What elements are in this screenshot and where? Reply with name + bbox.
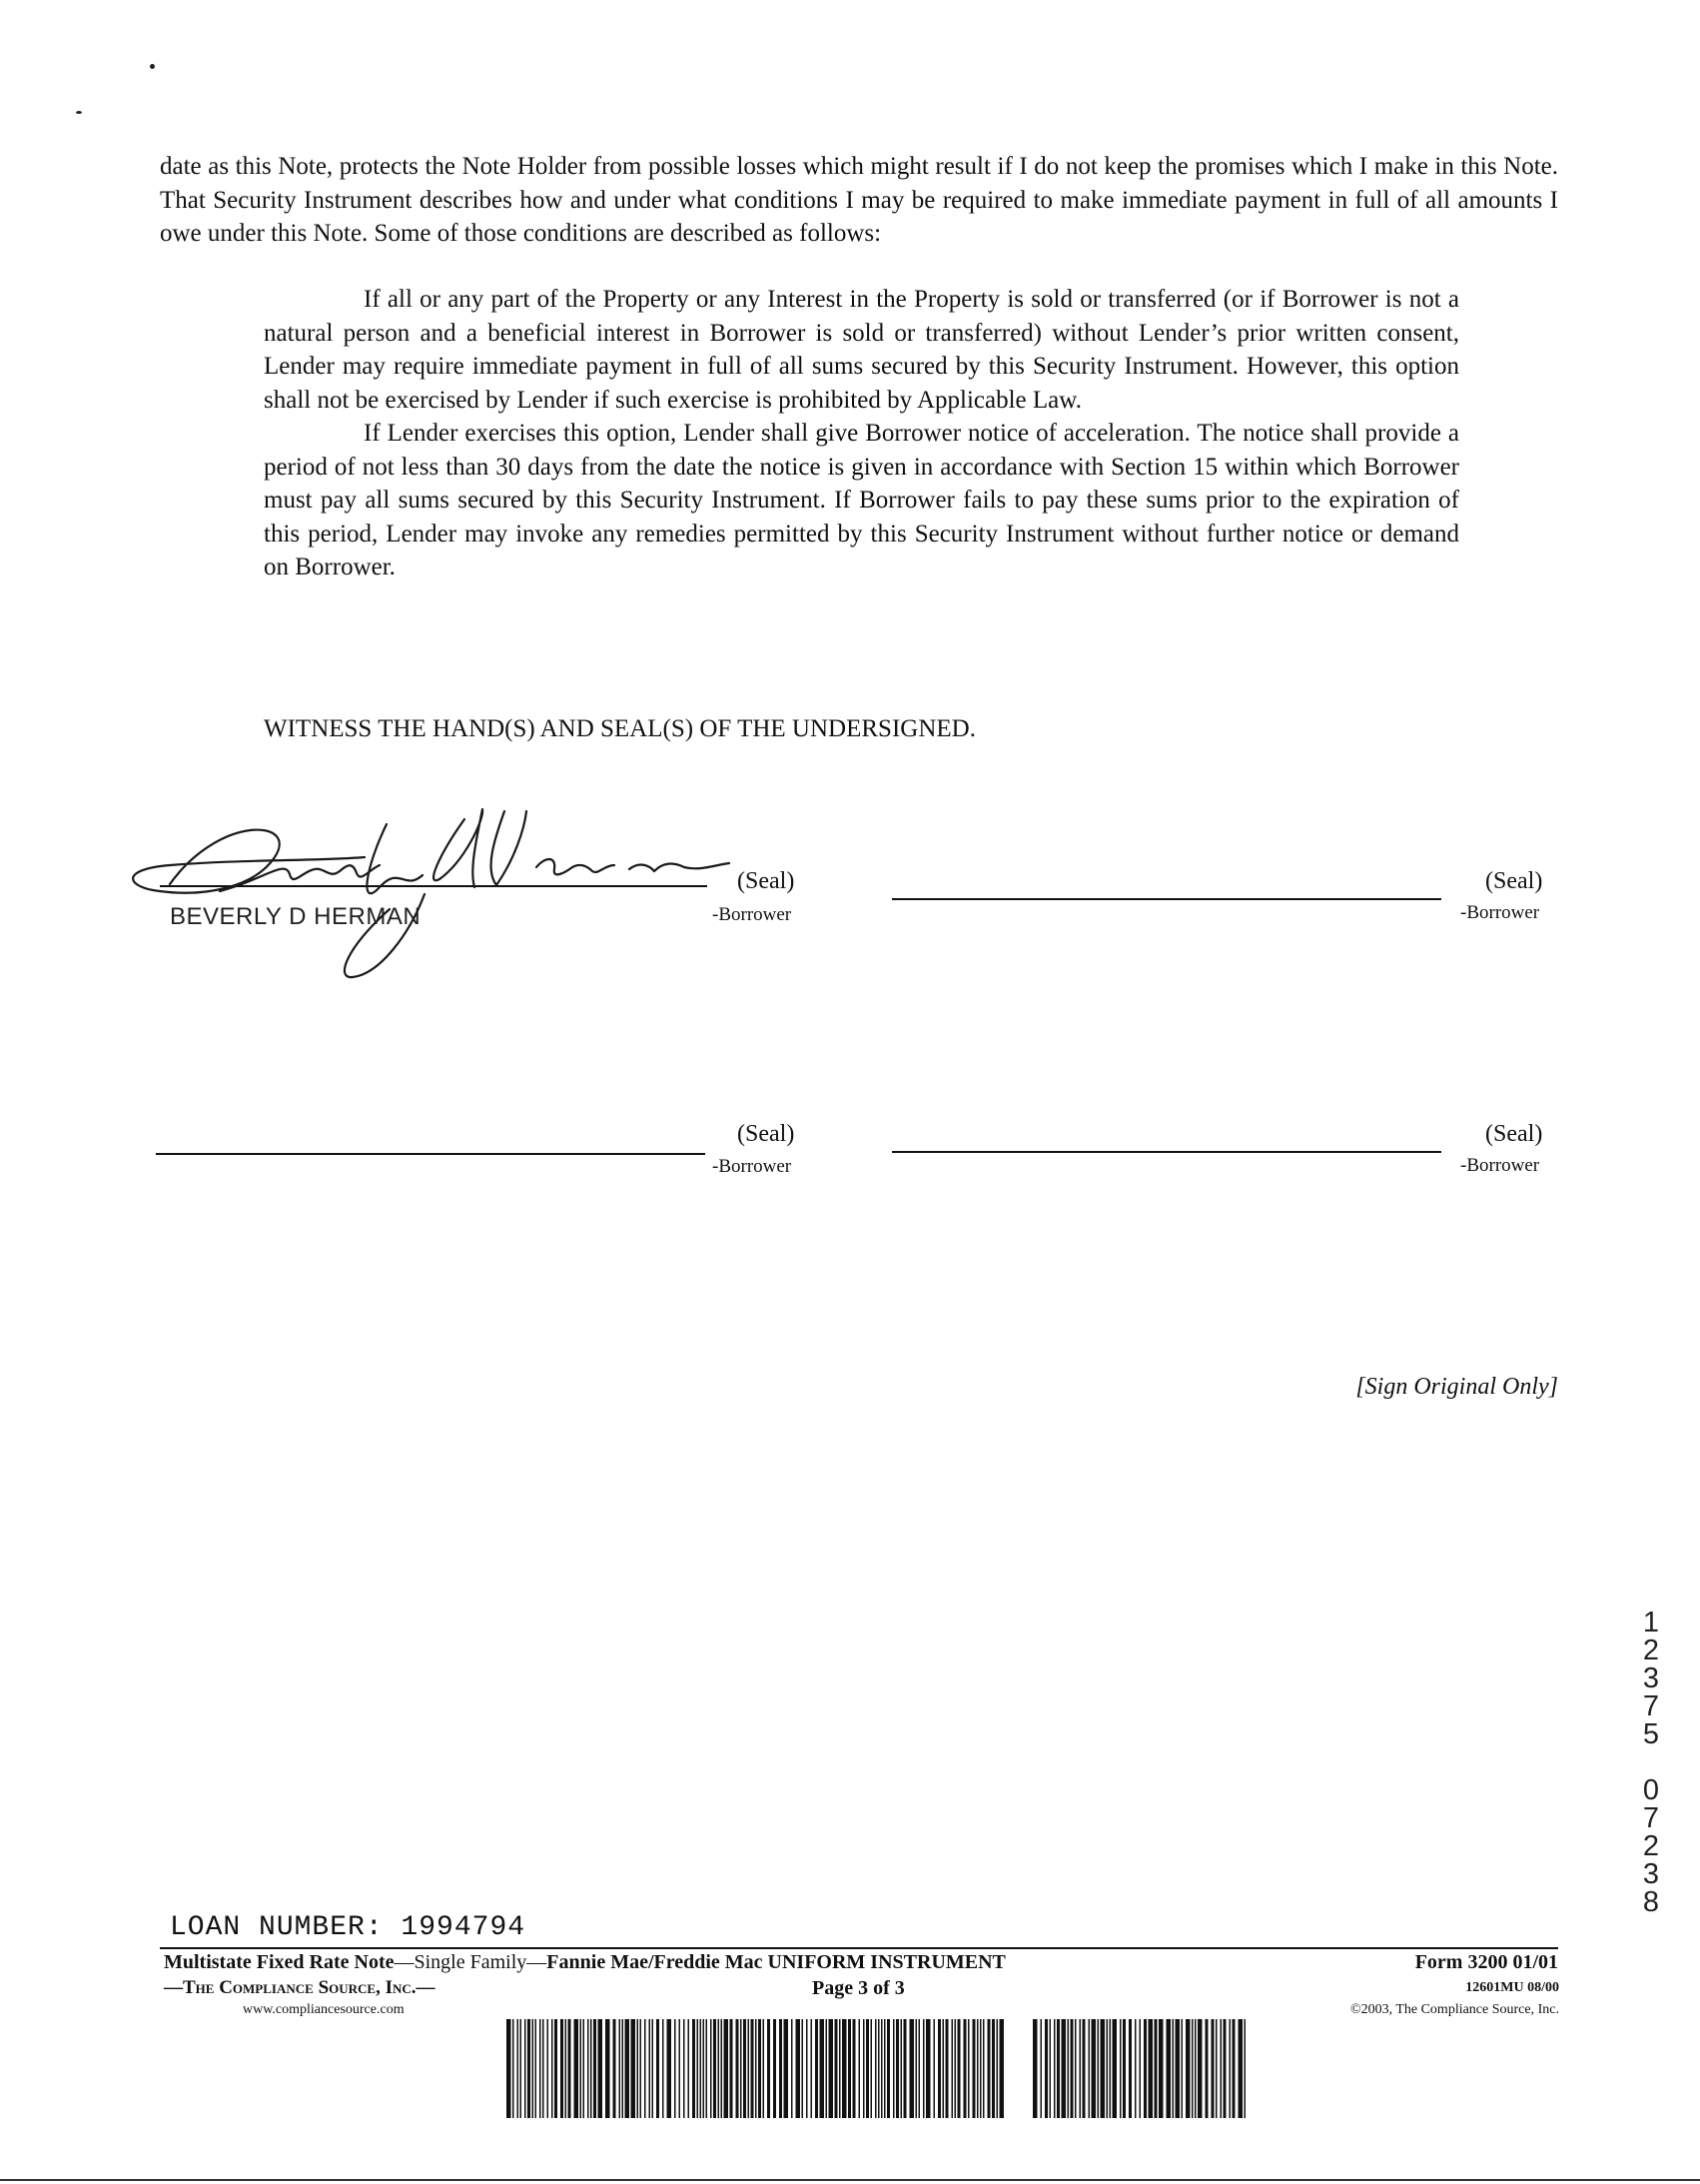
barcode-bar — [748, 2019, 750, 2118]
side-code-digit: 7 — [1642, 1802, 1660, 1834]
barcode-bar — [644, 2019, 646, 2118]
barcode-bar — [988, 2019, 991, 2118]
side-code-digit: 2 — [1642, 1635, 1660, 1666]
barcode-bar — [952, 2019, 954, 2118]
transfer-clause — [264, 283, 1459, 584]
witness-heading: WITNESS THE HAND(S) AND SEAL(S) OF THE UNDERSIGNED. — [264, 715, 976, 742]
footer-page-number: Page 3 of 3 — [812, 1977, 905, 1999]
barcode-bar — [679, 2019, 681, 2118]
barcode-bar — [721, 2019, 723, 2118]
barcode-bar — [1075, 2019, 1077, 2118]
barcode-bar — [718, 2019, 720, 2118]
side-code-digit: 2 — [1642, 1830, 1660, 1862]
borrower-label: -Borrower — [712, 1156, 792, 1177]
barcode-bar — [1062, 2019, 1067, 2118]
barcode-bar — [1173, 2019, 1175, 2118]
barcode-left — [506, 2019, 1009, 2118]
barcode-bar — [791, 2019, 793, 2118]
barcode-bar — [829, 2019, 834, 2118]
handwritten-signature — [125, 799, 744, 989]
barcode-bar — [1144, 2019, 1147, 2118]
side-code-digit: 3 — [1642, 1858, 1660, 1890]
footer-title-part-3: Fannie Mae/Freddie Mac UNIFORM INSTRUMENT — [546, 1951, 1006, 1973]
barcode-bar — [619, 2019, 621, 2118]
footer-website: www.compliancesource.com — [243, 2002, 405, 2017]
barcode-bar — [1239, 2019, 1244, 2118]
barcode-bar — [683, 2019, 685, 2118]
barcode-bar — [713, 2019, 716, 2118]
page-bottom-edge — [0, 2179, 1700, 2181]
barcode-bar — [1245, 2019, 1247, 2118]
side-code-digit: 5 — [1642, 1718, 1660, 1750]
side-code-digit: 7 — [1642, 1690, 1660, 1722]
barcode-bar — [740, 2019, 742, 2118]
barcode-bar — [866, 2019, 869, 2118]
barcode-bar — [1186, 2019, 1191, 2118]
barcode-bar — [1057, 2019, 1060, 2118]
signature-line[interactable] — [156, 1153, 705, 1155]
barcode-bar — [1123, 2019, 1126, 2118]
barcode-bar — [565, 2019, 567, 2118]
barcode-bar — [506, 2019, 511, 2118]
barcode-bar — [697, 2019, 699, 2118]
barcode-bar — [751, 2019, 754, 2118]
barcode-bar — [700, 2019, 702, 2118]
barcode-bar — [574, 2019, 579, 2118]
barcode-bar — [1212, 2019, 1215, 2118]
barcode-bar — [1129, 2019, 1132, 2118]
barcode-bar — [1083, 2019, 1086, 2118]
barcode-bar — [1071, 2019, 1074, 2118]
barcode-bar — [826, 2019, 828, 2118]
barcode-bar — [997, 2019, 999, 2118]
barcode-bar — [1155, 2019, 1158, 2118]
barcode-bar — [583, 2019, 585, 2118]
barcode-bar — [551, 2019, 553, 2118]
barcode-bar — [763, 2019, 765, 2118]
barcode-bar — [622, 2019, 624, 2118]
barcode-bar — [1068, 2019, 1070, 2118]
barcode-bar — [1101, 2019, 1106, 2118]
barcode-bar — [1206, 2019, 1209, 2118]
barcode-bar — [815, 2019, 818, 2118]
barcode-bar — [1000, 2019, 1005, 2118]
barcode-bar — [878, 2019, 880, 2118]
footer-title-part-2: —Single Family— — [394, 1951, 547, 1973]
barcode-bar — [980, 2019, 982, 2118]
barcode-bar — [938, 2019, 941, 2118]
barcode-bar — [625, 2019, 630, 2118]
barcode-bar — [520, 2019, 522, 2118]
barcode-bar — [946, 2019, 949, 2118]
borrower-label: -Borrower — [1460, 1155, 1540, 1176]
barcode-bar — [605, 2019, 610, 2118]
barcode-bar — [649, 2019, 651, 2118]
barcode-bar — [887, 2019, 890, 2118]
barcode-bar — [587, 2019, 589, 2118]
footer-form-title — [164, 1951, 1006, 1974]
barcode-bar — [1140, 2019, 1142, 2118]
barcode-bar — [1224, 2019, 1227, 2118]
barcode-bar — [910, 2019, 915, 2118]
barcode-bar — [835, 2019, 838, 2118]
barcode-bar — [784, 2019, 789, 2118]
barcode-bar — [535, 2019, 537, 2118]
barcode-bar — [871, 2019, 873, 2118]
barcode-bar — [1050, 2019, 1052, 2118]
scan-speck — [76, 111, 82, 114]
barcode-bar — [1107, 2019, 1109, 2118]
barcode-bar — [779, 2019, 782, 2118]
barcode-bar — [896, 2019, 899, 2118]
barcode-bar — [1041, 2019, 1043, 2118]
sign-original-note: [Sign Original Only] — [1355, 1374, 1558, 1400]
barcode-bar — [710, 2019, 712, 2118]
barcode-bar — [848, 2019, 851, 2118]
barcode-bar — [1033, 2019, 1038, 2118]
barcode-bar — [1176, 2019, 1181, 2118]
barcode-bar — [884, 2019, 886, 2118]
barcode-bar — [590, 2019, 592, 2118]
barcode-bar — [973, 2019, 976, 2118]
clause-paragraph-2: If Lender exercises this option, Lender shall give Borrower notice of acceleration. The notice shall provide a period of not less than 30 days from the date the notice is given in accordance with Section 15 within which Borrower must pay all sums secured by this Security Instrument. If Borrower fails to pay these sums prior to the expiration of this period, Lender may invoke any remedies permitted by this Security Instrument without further notice or demand on Borrower. — [264, 420, 1459, 580]
barcode-bar — [806, 2019, 808, 2118]
clause-paragraph-1: If all or any part of the Property or any Interest in the Property is sold or transferred (or if Borrower is not a natural person and a beneficial interest in Borrower is sold or transferred) without Lender’s prior written consent, Lender may require immediate payment in full of all sums secured by this Security Instrument. However, this option shall not be exercised by Lender if such exercise is prohibited by Applicable Law. — [264, 286, 1459, 414]
barcode-bar — [1054, 2019, 1056, 2118]
barcode-bar — [1233, 2019, 1236, 2118]
barcode-bar — [758, 2019, 761, 2118]
side-document-code — [1631, 1609, 1671, 1916]
barcode-bar — [640, 2019, 642, 2118]
barcode-bar — [703, 2019, 705, 2118]
barcode-bar — [688, 2019, 690, 2118]
seal-label: (Seal) — [1485, 868, 1543, 894]
barcode-bar — [968, 2019, 970, 2118]
barcode-bar — [934, 2019, 936, 2118]
intro-paragraph: date as this Note, protects the Note Holder from possible losses which might result if I do not keep the promises which I make in this Note. That Security Instrument describes how and under what conditions I may be required to make immediate payment in full of all amounts I owe under this Note. Some of those conditions are described as follows: — [160, 153, 1558, 247]
barcode-bar — [755, 2019, 757, 2118]
footer-form-code: 12601MU 08/00 — [1465, 1980, 1559, 1995]
footer-copyright: ©2003, The Compliance Source, Inc. — [1349, 2002, 1559, 2017]
seal-label: (Seal) — [737, 868, 795, 894]
barcode-bar — [1098, 2019, 1100, 2118]
barcode-bar — [524, 2019, 526, 2118]
barcode-bar — [955, 2019, 957, 2118]
side-code-digit: 8 — [1642, 1886, 1660, 1918]
side-code-digit: 0 — [1642, 1774, 1660, 1806]
footer-company: —The Compliance Source, Inc.— — [164, 1977, 435, 1998]
barcode-bar — [916, 2019, 918, 2118]
footer-title-part-1: Multistate Fixed Rate Note — [164, 1951, 395, 1973]
barcode-bar — [820, 2019, 825, 2118]
barcode-bar — [706, 2019, 708, 2118]
barcode-bar — [613, 2019, 616, 2118]
barcode-bar — [527, 2019, 530, 2118]
barcode-bar — [1182, 2019, 1184, 2118]
barcode-bar — [904, 2019, 907, 2118]
barcode-bar — [667, 2019, 672, 2118]
footer-form-number: Form 3200 01/01 — [1414, 1951, 1558, 1973]
seal-label: (Seal) — [737, 1121, 795, 1147]
barcode-bar — [773, 2019, 776, 2118]
barcode-bar — [919, 2019, 921, 2118]
loan-number: LOAN NUMBER: 1994794 — [170, 1912, 526, 1943]
barcode-bar — [983, 2019, 985, 2118]
barcode-bar — [1216, 2019, 1218, 2118]
barcode-bar — [1159, 2019, 1164, 2118]
barcode-bar — [692, 2019, 695, 2118]
barcode-bar — [637, 2019, 639, 2118]
barcode-bar — [992, 2019, 995, 2118]
barcode-bar — [1045, 2019, 1048, 2118]
barcode-bar — [656, 2019, 659, 2118]
barcode-bar — [568, 2019, 571, 2118]
barcode-bar — [859, 2019, 861, 2118]
seal-label: (Seal) — [1485, 1121, 1543, 1147]
barcode-bar — [767, 2019, 770, 2118]
borrower-label: -Borrower — [1460, 902, 1540, 923]
barcode-bar — [1198, 2019, 1203, 2118]
side-code-digit: 1 — [1642, 1607, 1660, 1638]
barcode-bar — [842, 2019, 847, 2118]
barcode-bar — [1110, 2019, 1112, 2118]
barcode-bar — [547, 2019, 549, 2118]
barcode-bar — [674, 2019, 676, 2118]
barcode-bar — [542, 2019, 544, 2118]
barcode-bar — [1195, 2019, 1197, 2118]
barcode-bar — [560, 2019, 563, 2118]
side-code-digit: 3 — [1642, 1662, 1660, 1694]
barcode-bar — [532, 2019, 534, 2118]
signature-line[interactable] — [892, 1151, 1441, 1153]
barcode-bar — [743, 2019, 746, 2118]
barcode-bar — [943, 2019, 945, 2118]
footer-divider — [160, 1947, 1558, 1949]
barcode-bar — [517, 2019, 519, 2118]
barcode-bar — [598, 2019, 603, 2118]
barcode-bar — [796, 2019, 801, 2118]
barcode-bar — [724, 2019, 729, 2118]
barcode-bar — [662, 2019, 664, 2118]
barcode-bar — [1149, 2019, 1154, 2118]
barcode-bar — [730, 2019, 733, 2118]
barcode-bar — [1230, 2019, 1232, 2118]
barcode-bar — [736, 2019, 739, 2118]
barcode-bar — [881, 2019, 883, 2118]
barcode-bar — [1092, 2019, 1097, 2118]
barcode-bar — [1167, 2019, 1172, 2118]
barcode-bar — [512, 2019, 514, 2118]
barcode-bar — [853, 2019, 856, 2118]
barcode-bar — [1135, 2019, 1137, 2118]
barcode-bar — [839, 2019, 841, 2118]
barcode-bar — [863, 2019, 865, 2118]
barcode-bar — [893, 2019, 895, 2118]
barcode-bar — [875, 2019, 877, 2118]
barcode-bar — [1089, 2019, 1091, 2118]
barcode-bar — [631, 2019, 636, 2118]
barcode-bar — [554, 2019, 557, 2118]
barcode-bar — [593, 2019, 596, 2118]
barcode-bar — [923, 2019, 925, 2118]
barcode-bar — [652, 2019, 654, 2118]
barcode-bar — [1221, 2019, 1223, 2118]
barcode-bar — [1120, 2019, 1122, 2118]
borrower-printed-name: BEVERLY D HERMAN — [170, 903, 422, 930]
barcode-bar — [580, 2019, 582, 2118]
scan-speck — [150, 64, 155, 69]
barcode-bar — [811, 2019, 813, 2118]
barcode-bar — [958, 2019, 961, 2118]
signature-line[interactable] — [892, 898, 1441, 900]
barcode-bar — [901, 2019, 903, 2118]
barcode-bar — [1113, 2019, 1118, 2118]
barcode-bar — [539, 2019, 541, 2118]
barcode-right — [1033, 2019, 1248, 2118]
borrower-label: -Borrower — [712, 904, 792, 925]
barcode-bar — [977, 2019, 979, 2118]
barcode-bar — [1080, 2019, 1082, 2118]
barcode-bar — [802, 2019, 804, 2118]
barcode-bar — [1192, 2019, 1194, 2118]
barcode-bar — [964, 2019, 967, 2118]
barcode-bar — [926, 2019, 931, 2118]
